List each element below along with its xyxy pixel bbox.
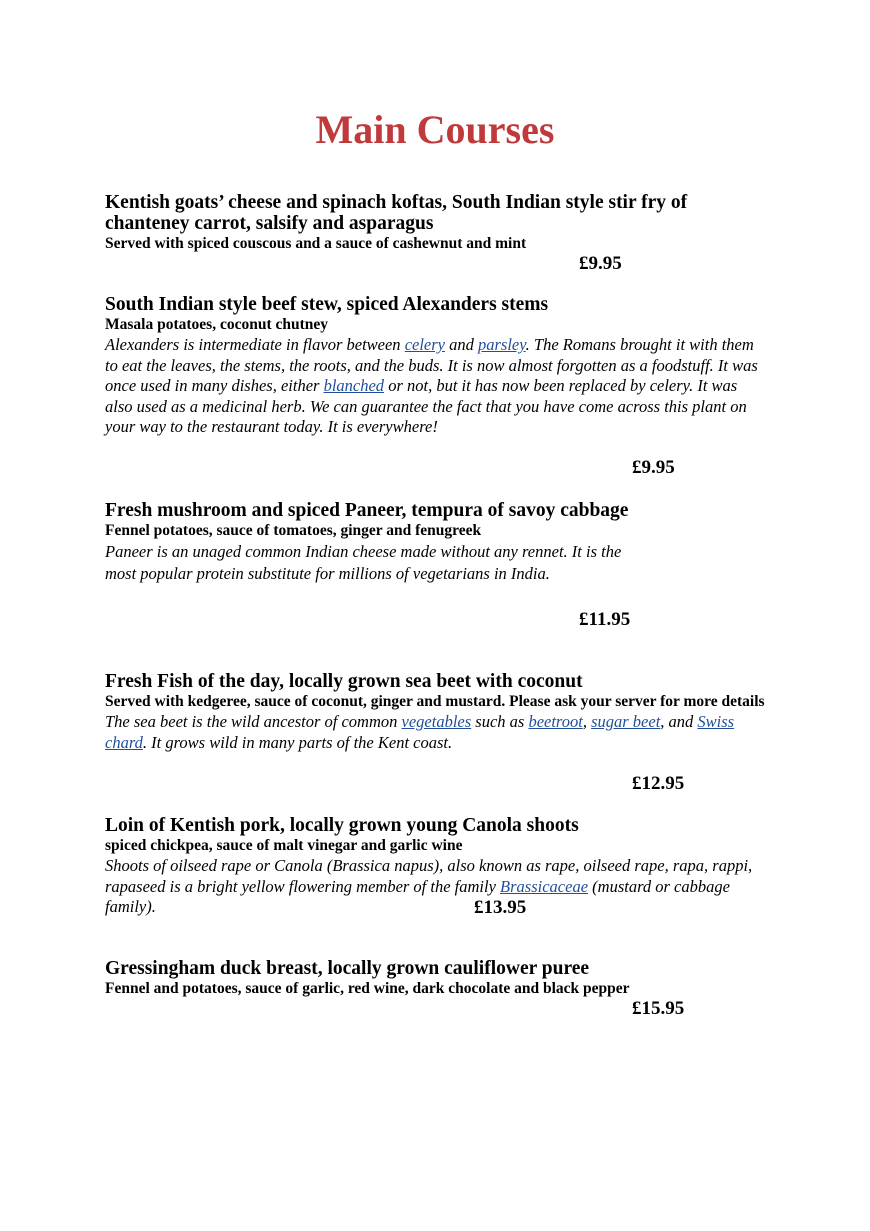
dish-price: £9.95 xyxy=(579,253,622,274)
menu-item xyxy=(105,671,765,753)
vegetables-link[interactable]: vegetables xyxy=(401,712,472,731)
menu-item xyxy=(105,815,765,918)
sugar-beet-link[interactable]: sugar beet xyxy=(591,712,661,731)
menu-item xyxy=(105,192,765,254)
dish-description: Served with kedgeree, sauce of coconut, ginger and mustard. Please ask your server for more details xyxy=(105,693,765,710)
dish-note: Paneer is an unaged common Indian cheese made without any rennet. It is the most popular protein substitute for millions of vegetarians in India. xyxy=(105,542,622,583)
dish-note: The sea beet is the wild ancestor of common vegetables such as beetroot, sugar beet, and Swiss chard. It grows wild in many parts of the Kent coast. xyxy=(105,712,735,752)
dish-description: spiced chickpea, sauce of malt vinegar and garlic wine xyxy=(105,837,463,854)
menu-item xyxy=(105,958,765,999)
dish-price: £13.95 xyxy=(474,897,527,918)
blanched-link[interactable]: blanched xyxy=(323,376,385,395)
menu-item xyxy=(105,500,765,585)
dish-description: Served with spiced couscous and a sauce of cashewnut and mint xyxy=(105,235,527,252)
dish-name: Gressingham duck breast, locally grown cauliflower puree xyxy=(105,958,590,979)
dish-description: Fennel potatoes, sauce of tomatoes, ginger and fenugreek xyxy=(105,522,482,539)
dish-note: Shoots of oilseed rape or Canola (Brassica napus), also known as rape, oilseed rape, rapa, rappi, rapaseed is a bright yellow flowering member of the family Brassicaceae (mustard or cabbage family). xyxy=(105,856,753,916)
dish-name: Kentish goats’ cheese and spinach koftas, South Indian style stir fry of chanteney carrot, salsify and asparagus xyxy=(105,192,688,234)
dish-name: Fresh mushroom and spiced Paneer, tempura of savoy cabbage xyxy=(105,500,629,521)
dish-price: £9.95 xyxy=(632,457,675,478)
dish-name: Loin of Kentish pork, locally grown young Canola shoots xyxy=(105,815,579,836)
celery-link[interactable]: celery xyxy=(404,335,445,354)
dish-note: Alexanders is intermediate in flavor between celery and parsley. The Romans brought it with them to eat the leaves, the stems, the roots, and the buds. It is now almost forgotten as a foodstuff. It was once used in many dishes, either blanched or not, but it has now been replaced by celery. It was also used as a medicinal herb. We can guarantee the fact that you have come across this plant on your way to the restaurant today. It is everywhere! xyxy=(105,335,758,436)
dish-price: £12.95 xyxy=(632,773,685,794)
parsley-link[interactable]: parsley xyxy=(478,335,526,354)
dish-price: £11.95 xyxy=(579,609,631,630)
menu-item xyxy=(105,294,765,438)
dish-description: Fennel and potatoes, sauce of garlic, red wine, dark chocolate and black pepper xyxy=(105,980,630,997)
beetroot-link[interactable]: beetroot xyxy=(528,712,583,731)
dish-name: Fresh Fish of the day, locally grown sea beet with coconut xyxy=(105,671,583,692)
dish-price: £15.95 xyxy=(632,998,685,1019)
dish-name: South Indian style beef stew, spiced Alexanders stems xyxy=(105,294,549,315)
page-title: Main Courses xyxy=(315,107,555,152)
dish-description: Masala potatoes, coconut chutney xyxy=(105,316,329,333)
brassicaceae-link[interactable]: Brassicaceae xyxy=(500,876,589,896)
swiss-chard-link[interactable]: Swiss chard xyxy=(105,712,735,752)
